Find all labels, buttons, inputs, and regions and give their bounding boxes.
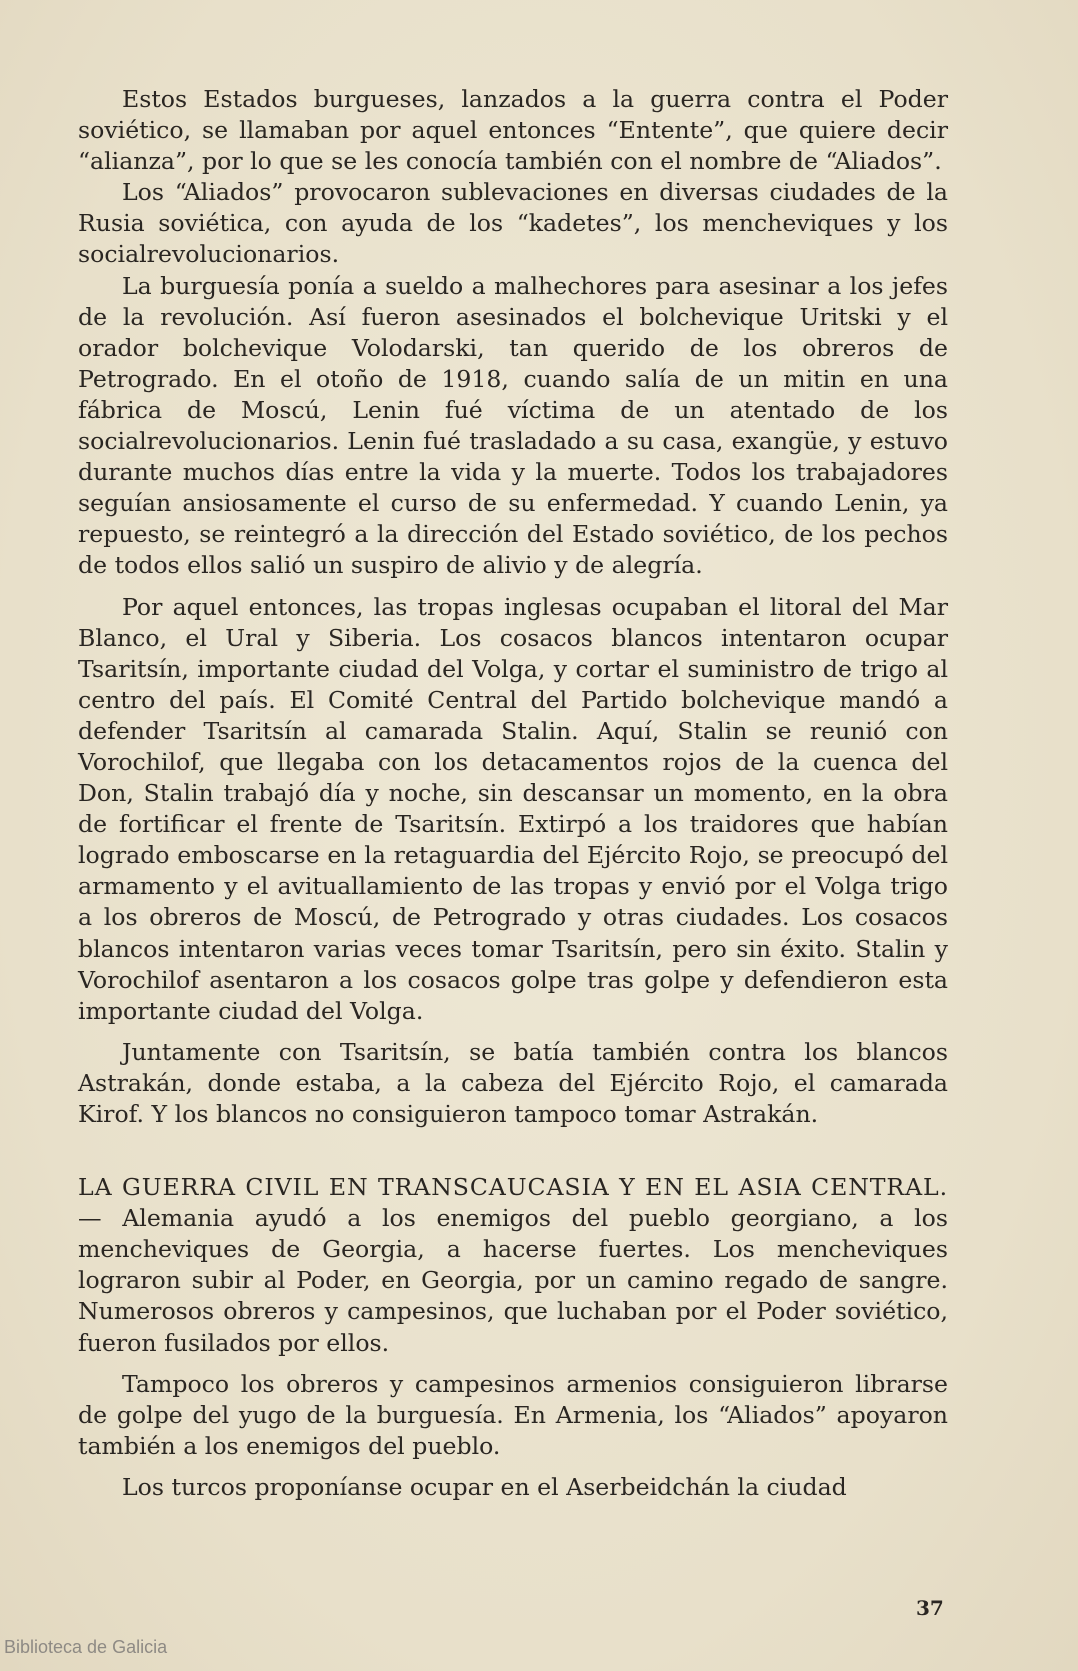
paragraph-lenin: La burguesía ponía a sueldo a malhechores para asesinar a los jefes de la revolución. Así fueron asesinados el bolchevique Uritski y el orador bolchevique Volodarski, tan querido de los obreros de Petrogrado. En el otoño de 1918, cuando salía de un mitin en una fábrica de Moscú, Lenin fué víctima de un atentado de los socialrevolucionarios. Lenin fué trasladado a su casa, exangüe, y estuvo durante muchos días entre la vida y la muerte. Todos los trabajadores seguían ansiosamente el curso de su enfermedad. Y cuando Lenin, ya repuesto, se reintegró a la dirección del Estado soviético, de los pechos de todos ellos salió un suspiro de alivio y de alegría. bbox=[78, 271, 948, 580]
paragraph-turcos: Los turcos proponíanse ocupar en el Aserbeidchán la ciudad bbox=[122, 1472, 847, 1501]
body-text bbox=[78, 84, 948, 1503]
section-lead-text: — Alemania ayudó a los enemigos del pueblo georgiano, a los mencheviques de Georgia, a hacerse fuertes. Los mencheviques lograron subir al Poder, en Georgia, por un camino regado de sangre. Numerosos obreros y campesinos, que luchaban por el Poder soviético, fueron fusilados por ellos. bbox=[78, 1204, 948, 1357]
paragraph-armenia: Tampoco los obreros y campesinos armenios consiguieron librarse de golpe del yugo de la burguesía. En Armenia, los “Aliados” apoyaron también a los enemigos del pueblo. bbox=[78, 1369, 948, 1460]
paragraph-aliados: Los “Aliados” provocaron sublevaciones en diversas ciudades de la Rusia soviética, con ayuda de los “kadetes”, los mencheviques y los socialrevolucionarios. bbox=[78, 178, 948, 269]
section-intro-paragraph bbox=[78, 1172, 948, 1359]
page-number: 37 bbox=[916, 1596, 944, 1620]
paragraph-entente: Estos Estados burgueses, lanzados a la guerra contra el Poder soviético, se llamaban por aquel entonces “Entente”, que quiere decir “alianza”, por lo que se les conocía también con el nombre de “Aliados”. bbox=[78, 85, 948, 176]
section-heading: LA GUERRA CIVIL EN TRANSCAUCASIA Y EN EL ASIA CENTRAL. bbox=[78, 1173, 948, 1202]
paragraph-tsaritsin: Por aquel entonces, las tropas inglesas ocupaban el litoral del Mar Blanco, el Ural y Siberia. Los cosacos blancos intentaron ocupar Tsaritsín, importante ciudad del Volga, y cortar el suministro de trigo al centro del país. El Comité Central del Partido bolchevique mandó a defender Tsaritsín al camarada Stalin. Aquí, Stalin se reunió con Vorochilof, que llegaba con los detacamentos rojos de la cuenca del Don, Stalin trabajó día y noche, sin descansar un momento, en la obra de fortificar el frente de Tsaritsín. Extirpó a los traidores que habían logrado emboscarse en la retaguardia del Ejército Rojo, se preocupó del armamento y el avituallamiento de las tropas y envió por el Volga trigo a los obreros de Moscú, de Petrogrado y otras ciudades. Los cosacos blancos intentaron varias veces tomar Tsaritsín, pero sin éxito. Stalin y Vorochilof asentaron a los cosacos golpe tras golpe y defendieron esta importante ciudad del Volga. bbox=[78, 592, 948, 1025]
library-watermark: Biblioteca de Galicia bbox=[4, 1637, 168, 1657]
paragraph-astrakan: Juntamente con Tsaritsín, se batía también contra los blancos Astrakán, donde estaba, a la cabeza del Ejército Rojo, el camarada Kirof. Y los blancos no consiguieron tampoco tomar Astrakán. bbox=[78, 1037, 948, 1128]
